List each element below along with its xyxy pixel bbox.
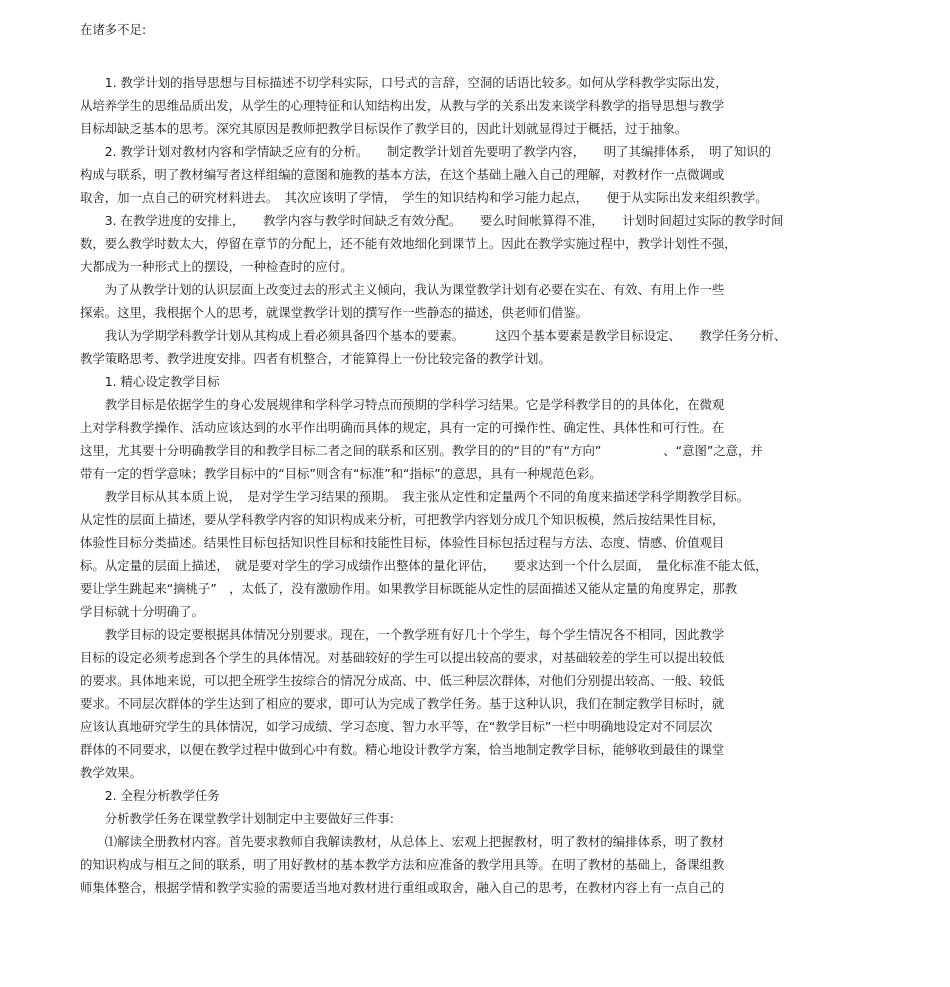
text-line: 这里，尤其要十分明确教学目的和教学目标二者之间的联系和区别。教学目的的“目的”有“方向” 、“意图”之意，并	[80, 443, 763, 458]
text-line: ⑴解读全册教材内容。首先要求教师自我解读教材，从总体上、宏观上把握教材，明了教材的编排体系，明了教材	[80, 834, 725, 849]
text-line: 目标的设定必须考虑到各个学生的具体情况。对基础较好的学生可以提出较高的要求，对基础较差的学生可以提出较低	[80, 650, 725, 665]
text-line: 目标却缺乏基本的思考。深究其原因是教师把教学目标误作了教学目的，因此计划就显得过于概括，过于抽象。	[80, 121, 688, 136]
text-line: 构成与联系，明了教材编写者这样组编的意图和施教的基本方法，在这个基础上融入自己的理解，对教材作一点微调或	[80, 167, 725, 182]
text-line: 大都成为一种形式上的摆设，一种检查时的应付。	[80, 259, 353, 274]
text-line: 教学效果。	[80, 765, 142, 780]
text-line: 分析教学任务在课堂教学计划制定中主要做好三件事:	[80, 811, 394, 826]
text-line: 的知识构成与相互之间的联系，明了用好教材的基本教学方法和应准备的教学用具等。在明了教材的基础上，备课组教	[80, 857, 725, 872]
text-line: 教学目标的设定要根据具体情况分别要求。现在，一个教学班有好几十个学生，每个学生情况各不相同，因此教学	[80, 627, 725, 642]
text-line: 要求。不同层次群体的学生达到了相应的要求，即可认为完成了教学任务。基于这种认识，我们在制定教学目标时，就	[80, 696, 725, 711]
text-line: 从培养学生的思维品质出发，从学生的心理特征和认知结构出发，从教与学的关系出发来谈学科教学的指导思想与教学	[80, 98, 725, 113]
text-line: 群体的不同要求，以便在教学过程中做到心中有数。精心地设计教学方案，恰当地制定教学目标，能够收到最佳的课堂	[80, 742, 725, 757]
text-line: 我认为学期学科教学计划从其构成上看必须具备四个基本的要素。 这四个基本要素是教学目标设定、 教学任务分析、	[80, 328, 787, 343]
text-line: 1. 教学计划的指导思想与目标描述不切学科实际，口号式的言辞，空洞的话语比较多。如何从学科教学实际出发，	[80, 75, 728, 90]
text-line: 上对学科教学操作、活动应该达到的水平作出明确而具体的规定，具有一定的可操作性、确定性、具体性和可行性。在	[80, 420, 725, 435]
text-line: 从定性的层面上描述，要从学科教学内容的知识构成来分析，可把教学内容划分成几个知识板模，然后按结果性目标，	[80, 512, 725, 527]
text-line: 要让学生跳起来“摘桃子” ，太低了，没有激励作用。如果教学目标既能从定性的层面描述又能从定量的角度界定，那教	[80, 581, 738, 596]
text-line: 2. 教学计划对教材内容和学情缺乏应有的分析。 制定教学计划首先要明了教学内容， 明了其编排体系， 明了知识的	[80, 144, 772, 159]
text-line: 教学目标从其本质上说， 是对学生学习结果的预期。 我主张从定性和定量两个不同的角度来描述学科学期教学目标。	[80, 489, 750, 504]
text-line: 取舍，加一点自己的研究材料进去。 其次应该明了学情， 学生的知识结构和学习能力起点， 便于从实际出发来组织教学。	[80, 190, 768, 205]
text-line: 1. 精心设定教学目标	[80, 374, 220, 389]
text-line: 标。从定量的层面上描述， 就是要对学生的学习成绩作出整体的量化评估， 要求达到一个什么层面， 量化标准不能太低，	[80, 558, 768, 573]
text-line: 带有一定的哲学意味；教学目标中的“目标”则含有“标准”和“指标”的意思，具有一种规范色彩。	[80, 466, 602, 481]
text-line: 师集体整合，根据学情和教学实验的需要适当地对教材进行重组或取舍，融入自己的思考，在教材内容上有一点自己的	[80, 880, 725, 895]
text-line: 教学目标是依据学生的身心发展规律和学科学习特点而预期的学科学习结果。它是学科教学目的的具体化，在微观	[80, 397, 725, 412]
text-line: 为了从教学计划的认识层面上改变过去的形式主义倾向，我认为课堂教学计划有必要在实在、有效、有用上作一些	[80, 282, 725, 297]
text-line: 2. 全程分析教学任务	[80, 788, 220, 803]
text-line: 教学策略思考、教学进度安排。四者有机整合，才能算得上一份比较完备的教学计划。	[80, 351, 551, 366]
text-line: 在诸多不足:	[80, 22, 147, 37]
text-line: 数，要么教学时数太大，停留在章节的分配上，还不能有效地细化到课节上。因此在教学实施过程中，教学计划性不强，	[80, 236, 737, 251]
text-line: 的要求。具体地来说，可以把全班学生按综合的情况分成高、中、低三种层次群体，对他们分别提出较高、一般、较低	[80, 673, 725, 688]
text-line: 应该认真地研究学生的具体情况，如学习成绩、学习态度、智力水平等，在“教学目标”一栏中明确地设定对不同层次	[80, 719, 713, 734]
text-line: 学目标就十分明确了。	[80, 604, 204, 619]
text-line: 体验性目标分类描述。结果性目标包括知识性目标和技能性目标，体验性目标包括过程与方法、态度、情感、价值观目	[80, 535, 725, 550]
text-line: 3. 在教学进度的安排上， 教学内容与教学时间缺乏有效分配。 要么时间帐算得不准， 计划时间超过实际的教学时间	[80, 213, 784, 228]
text-line: 探索。这里，我根据个人的思考，就课堂教学计划的撰写作一些静态的描述，供老师们借鉴。	[80, 305, 589, 320]
